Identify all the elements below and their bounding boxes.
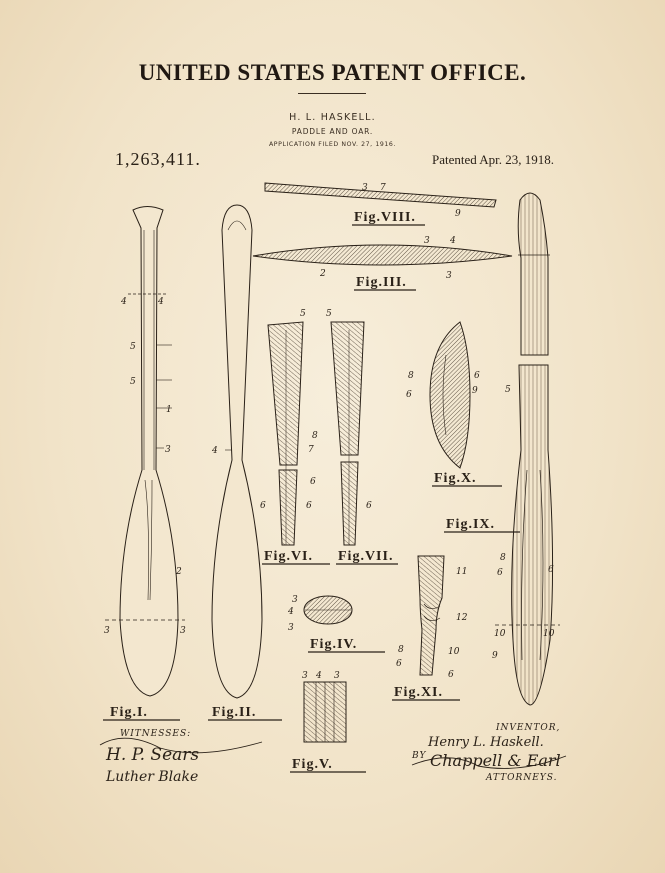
ref-numeral: 5: [326, 309, 332, 319]
ref-numeral: 6: [497, 568, 503, 578]
inventor-name: H. L. HASKELL.: [289, 112, 376, 123]
ref-numeral: 3: [334, 671, 340, 681]
ref-numeral: 10: [543, 629, 555, 639]
ref-numeral: 5: [505, 385, 511, 395]
ref-numeral: 12: [456, 613, 468, 623]
fig-6-label: Fig.VI.: [264, 549, 313, 564]
ref-numeral: 6: [406, 390, 412, 400]
ref-numeral: 1: [166, 405, 172, 415]
inventor-signature: Henry L. Haskell.: [428, 735, 544, 750]
ref-numeral: 5: [130, 342, 136, 352]
fig-1-paddle-drawing: [105, 207, 185, 697]
ref-numeral: 3: [446, 271, 452, 281]
ref-numeral: 10: [494, 629, 506, 639]
ref-numeral: 10: [448, 647, 460, 657]
ref-numeral: 3: [288, 623, 294, 633]
ref-numeral: 3: [424, 236, 430, 246]
patent-number: 1,263,411.: [115, 149, 201, 169]
ref-numeral: 11: [456, 567, 468, 577]
fig-4-label: Fig.IV.: [310, 637, 358, 652]
fig-7-label: Fig.VII.: [338, 549, 394, 564]
inventor-label: INVENTOR,: [496, 723, 561, 733]
ref-numeral: 3: [165, 445, 171, 455]
ref-numeral: 8: [500, 553, 506, 563]
attorney-signature: Chappell & Earl: [430, 751, 561, 770]
ref-numeral: 2: [176, 567, 182, 577]
ref-numeral: 9: [472, 386, 478, 396]
ref-numeral: 3: [362, 183, 368, 193]
ref-numeral: 8: [398, 645, 404, 655]
fig-5-label: Fig.V.: [292, 757, 333, 772]
witnesses-label: WITNESSES:: [120, 729, 192, 739]
fig-5-section-drawing: [304, 682, 346, 742]
fig-10-section-drawing: [430, 322, 470, 468]
witness-1-signature: H. P. Sears: [106, 745, 200, 765]
ref-numeral: 4: [121, 297, 127, 307]
ref-numeral: 7: [308, 445, 314, 455]
fig-6-section-drawing: [268, 322, 303, 545]
ref-numeral: 4: [158, 297, 164, 307]
fig-7-section-drawing: [331, 322, 364, 545]
ref-numeral: 4: [316, 671, 322, 681]
ref-numeral: 3: [180, 626, 186, 636]
fig-3-label: Fig.III.: [356, 275, 407, 290]
fig-10-label: Fig.X.: [434, 471, 477, 486]
witness-2-signature: Luther Blake: [106, 769, 199, 785]
ref-numeral: 8: [312, 431, 318, 441]
fig-4-section-drawing: [304, 596, 352, 624]
ref-numeral: 4: [212, 446, 218, 456]
ref-numeral: 6: [448, 670, 454, 680]
ref-numeral: 5: [130, 377, 136, 387]
ref-numeral: 3: [302, 671, 308, 681]
ref-numeral: 8: [408, 371, 414, 381]
ref-numeral: 6: [260, 501, 266, 511]
office-title: UNITED STATES PATENT OFFICE.: [138, 60, 527, 85]
ref-numeral: 6: [366, 501, 372, 511]
fig-11-section-drawing: [418, 556, 444, 675]
fig-11-label: Fig.XI.: [394, 685, 443, 700]
fig-2-paddle-drawing: [212, 205, 262, 698]
ref-numeral: 2: [320, 269, 326, 279]
application-line: APPLICATION FILED NOV. 27, 1916.: [268, 141, 397, 148]
ref-numeral: 3: [104, 626, 110, 636]
fig-1-label: Fig.I.: [110, 705, 148, 720]
ref-numeral: 6: [396, 659, 402, 669]
invention-title: PADDLE AND OAR.: [291, 127, 374, 136]
patent-date: Patented Apr. 23, 1918.: [432, 152, 555, 167]
ref-numeral: 6: [306, 501, 312, 511]
fig-3-section-drawing: [253, 245, 512, 265]
ref-numeral: 9: [492, 651, 498, 661]
ref-numeral: 4: [450, 236, 456, 246]
ref-numeral: 9: [455, 209, 461, 219]
ref-numeral: 6: [474, 371, 480, 381]
ref-numeral: 3: [292, 595, 298, 605]
ref-numeral: 5: [300, 309, 306, 319]
ref-numeral: 6: [310, 477, 316, 487]
ref-numeral: 4: [288, 607, 294, 617]
by-label: BY: [412, 751, 427, 761]
ref-numeral: 7: [380, 183, 386, 193]
attorneys-label: ATTORNEYS.: [486, 773, 558, 783]
ref-numeral: 6: [548, 565, 554, 575]
fig-8-label: Fig.VIII.: [354, 210, 416, 225]
fig-9-label: Fig.IX.: [446, 517, 495, 532]
fig-2-label: Fig.II.: [212, 705, 257, 720]
